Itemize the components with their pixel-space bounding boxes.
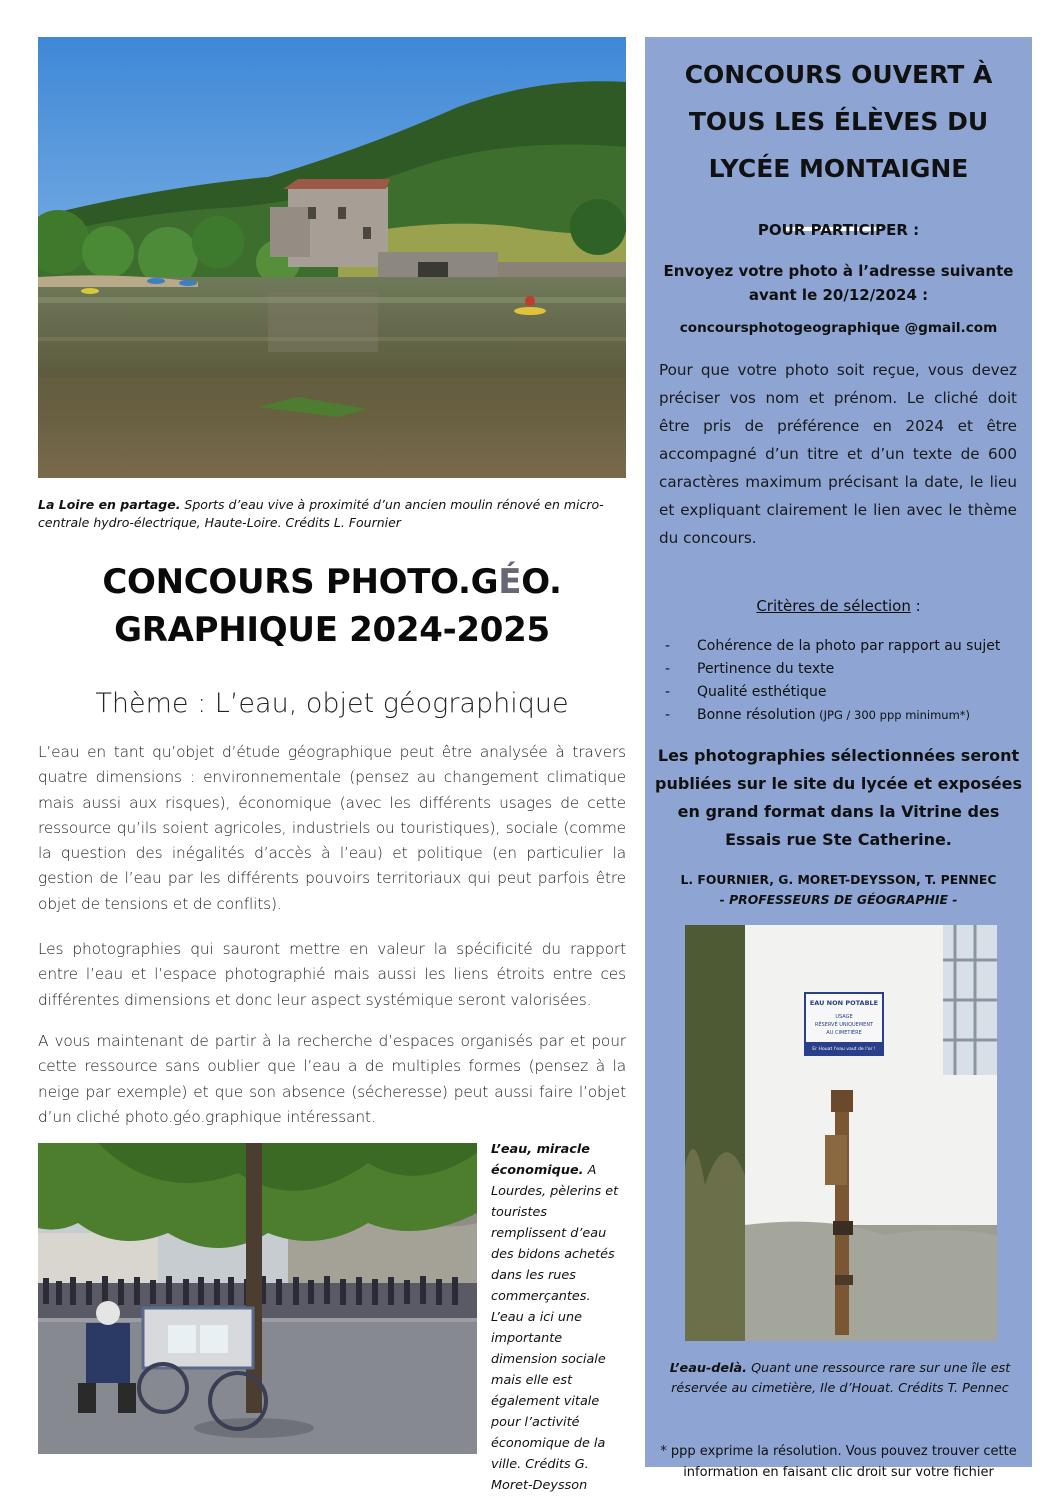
panel-heading: CONCOURS OUVERT À TOUS LES ÉLÈVES DU LYCÉE MONTAIGNE — [684, 60, 993, 183]
contest-title-line-1: CONCOURS PHOTO.GÉO. — [102, 562, 562, 602]
criterion-item: - Pertinence du texte — [665, 658, 1025, 681]
loire-mill-photo — [38, 37, 626, 478]
lourdes-caption-text: A Lourdes, pèlerins et touristes remplissent d’eau des bidons achetés dans les rues commerçantes. L’eau a ici une importante dimension sociale mais elle est également vitale pour l’activité économique de la ville. Crédits G. Moret-Deysson — [491, 1163, 619, 1493]
lourdes-photo-caption — [491, 1139, 621, 1496]
contest-title — [38, 558, 626, 654]
authors: L. FOURNIER, G. MORET-DEYSSON, T. PENNEC — [680, 872, 997, 887]
loire-photo-caption — [38, 496, 618, 532]
title-accent-letter: É — [498, 562, 522, 602]
contest-theme: Thème : L’eau, objet géographique — [95, 688, 569, 719]
send-line-1: Envoyez votre photo à l’adresse suivante — [663, 262, 1014, 280]
contest-email: concoursphotogeographique @gmail.com — [679, 320, 998, 336]
resolution-note: (JPG / 300 ppp minimum*) — [815, 708, 971, 722]
lourdes-pilgrims-photo — [38, 1143, 477, 1454]
sign-line-1: EAU NON POTABLE — [809, 999, 879, 1007]
publication-notice: Les photographies sélectionnées seront publiées sur le site du lycée et exposées en grand format dans la Vitrine des Essais rue Ste Catherine. — [655, 746, 1022, 849]
participate-title: POUR PARTICIPER : — [757, 221, 920, 239]
intro-paragraph: L’eau en tant qu’objet d’étude géographique peut être analysée à travers quatre dimensions : environnementale (pensez au changement climatique mais aussi aux risques), économique (avec les différents usages de cette ressource qu’ils soient agricoles, industriels ou touristiques), sociale (comme la question des inégalités d’accès à l’eau) et politique (en particulier la gestion de l’eau par les différents pouvoirs territoriaux qui peut parfois être objet de tensions et de conflits). — [38, 743, 626, 913]
houat-photo-caption — [660, 1359, 1020, 1399]
criterion-item: - Cohérence de la photo par rapport au sujet — [665, 635, 1025, 658]
authors-role: - PROFESSEURS DE GÉOGRAPHIE - — [719, 892, 958, 907]
sign-line-4: AU CIMETIÈRE — [826, 1030, 862, 1036]
houat-tap-photo — [685, 925, 997, 1341]
sign-line-3: RÉSERVÉ UNIQUEMENT — [814, 1022, 874, 1028]
loire-caption-text: Sports d’eau vive à proximité d’un ancien moulin rénové en micro-centrale hydro-électrique, Haute-Loire. Crédits L. Fournier — [38, 497, 604, 530]
houat-caption-title: L’eau-delà. — [669, 1361, 747, 1376]
criterion-item: - Bonne résolution (JPG / 300 ppp minimum*) — [665, 704, 1025, 727]
contest-title-line-2: GRAPHIQUE 2024-2025 — [114, 610, 550, 650]
send-instructions — [645, 259, 1032, 307]
valuation-paragraph: Les photographies qui sauront mettre en valeur la spécificité du rapport entre l’eau et l’espace photographié mais aussi les liens étroits entre ces différentes dimensions et donc leur aspect systémique seront valorisées. — [38, 940, 626, 1009]
resolution-footnote: * ppp exprime la résolution. Vous pouvez trouver cette information en faisant clic droit sur votre fichier — [660, 1444, 1017, 1480]
loire-caption-title: La Loire en partage. — [38, 497, 181, 512]
lourdes-caption-title: L’eau, miracle économique. — [491, 1142, 590, 1178]
sign-line-5: Er Houat l'eau vaut de l'or ! — [812, 1047, 876, 1052]
send-deadline: avant le 20/12/2024 : — [748, 286, 929, 304]
criteria-title: Critères de sélection : — [756, 597, 921, 615]
invitation-paragraph: A vous maintenant de partir à la recherche d’espaces organisés par et pour cette ressource sans oublier que l’eau a de multiples formes (pensez à la neige par exemple) et que son absence (sécheresse) peut aussi faire l’objet d’un cliché photo.géo.graphique intéressant. — [38, 1032, 626, 1126]
submission-rules: Pour que votre photo soit reçue, vous devez préciser vos nom et prénom. Le cliché doit être pris de préférence en 2024 et être accompagné d’un titre et d’un texte de 600 caractères maximum précisant la date, le lieu et expliquant clairement le lien avec le thème du concours. — [659, 361, 1017, 547]
houat-caption-text: Quant une ressource rare sur une île est réservée au cimetière, Ile d’Houat. Crédits T. Pennec — [671, 1361, 1011, 1396]
criteria-list — [665, 635, 1025, 727]
criterion-item: - Qualité esthétique — [665, 681, 1025, 704]
sign-line-2: USAGE — [835, 1014, 853, 1020]
